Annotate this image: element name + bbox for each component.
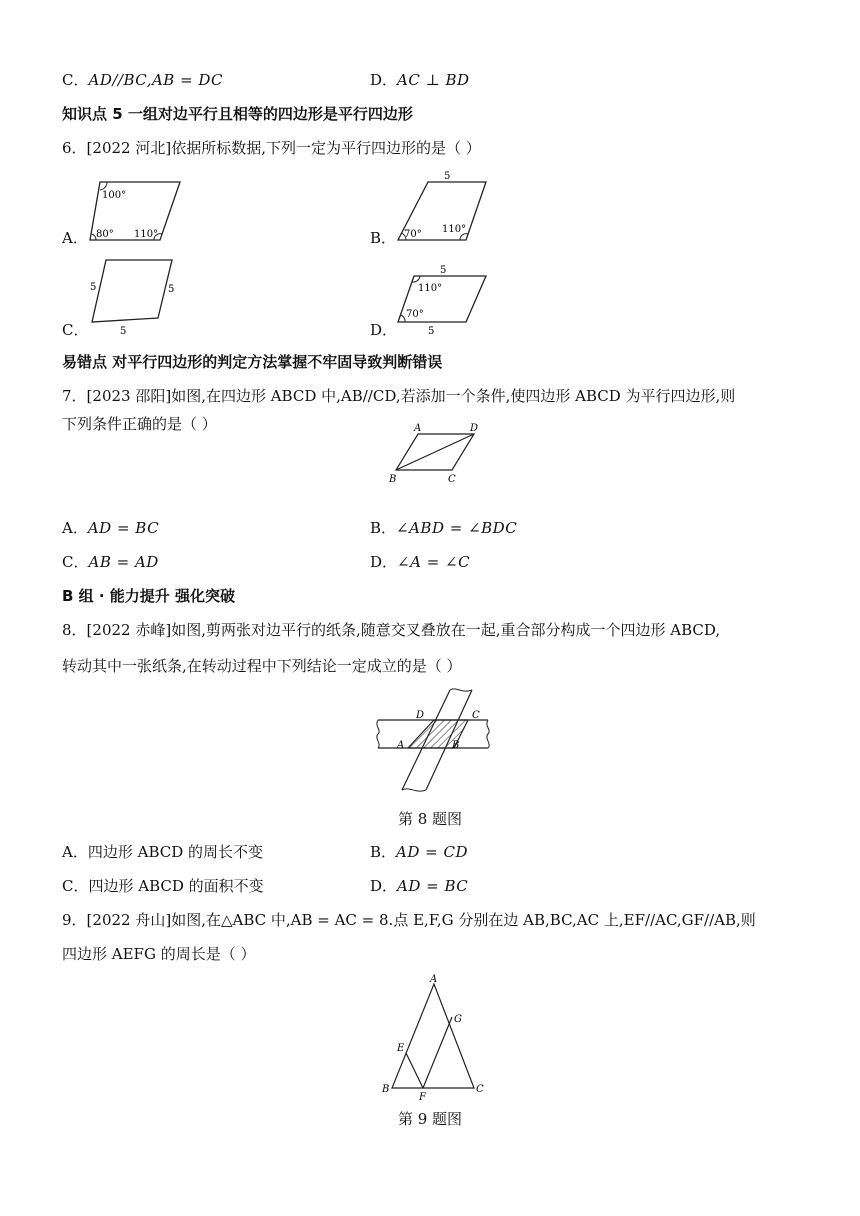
q8-option-c-text: 四边形 ABCD 的面积不变 (88, 877, 264, 895)
q9-label-c: C (476, 1084, 484, 1095)
q5-option-d-text: AC ⊥ BD (397, 71, 470, 89)
q6b-angle-bl: 70° (404, 229, 422, 240)
q7-label-d: D (470, 423, 479, 434)
q7-stem-line2: 下列条件正确的是（ ） (62, 415, 217, 433)
q6c-quadrilateral (92, 260, 175, 322)
q8-option-a-text: 四边形 ABCD 的周长不变 (87, 843, 264, 861)
q7-option-d-label: D． (370, 553, 398, 571)
q8-stem-line2: 转动其中一张纸条,在转动过程中下列结论一定成立的是（ ） (62, 657, 462, 675)
q8-option-a-label: A． (62, 843, 88, 861)
q7-option-b-label: B． (370, 519, 397, 537)
q9-caption: 第 9 题图 (397, 1110, 463, 1128)
q6c-side-left: 5 (90, 282, 97, 293)
q7-option-a-label: A． (62, 519, 88, 537)
q8-label-c: C (472, 710, 480, 721)
q6c-side-right: 5 (168, 284, 175, 295)
q8-label-b: B (452, 740, 460, 751)
q6-option-b-label: B． (370, 229, 397, 247)
q7-label-b: B (389, 474, 397, 485)
q9-label-a: A (430, 974, 438, 985)
q7-label-a: A (414, 423, 422, 434)
q6-figure-b (394, 170, 494, 244)
q6-option-c-label: C． (62, 321, 89, 339)
q8-option-b-label: B． (370, 843, 397, 861)
q7-option-d-text: ∠A = ∠C (397, 553, 471, 571)
q7-label-c: C (448, 474, 456, 485)
group-b-heading: B 组 · 能力提升 强化突破 (62, 587, 236, 605)
q7-stem-line1: 7．[2023 邵阳]如图,在四边形 ABCD 中,AB//CD,若添加一个条件,使四边形 ABCD 为平行四边形,则 (62, 387, 736, 405)
q8-strip1-left-tear (377, 720, 379, 748)
q6-stem: 6．[2022 河北]依据所标数据,下列一定为平行四边形的是（ ） (62, 139, 481, 157)
q6a-angle-br: 110° (134, 229, 159, 240)
q8-option-d-text: AD = BC (397, 877, 469, 895)
q8-strip2-top-tear (450, 689, 472, 691)
q9-segment-ef (406, 1053, 423, 1088)
q9-label-g: G (454, 1014, 462, 1025)
q8-strip2-bottom-tear (402, 789, 426, 791)
q6d-angle-tl: 110° (418, 283, 443, 294)
q5-option-c-text: AD//BC,AB = DC (88, 71, 223, 89)
q7-figure (388, 420, 488, 510)
q9-triangle-abc (392, 984, 474, 1088)
q7-option-b-text: ∠ABD = ∠BDC (396, 519, 518, 537)
q6b-angle-br: 110° (442, 224, 467, 235)
q5-option-d-label: D． (370, 71, 398, 89)
q8-option-c-label: C． (62, 877, 89, 895)
q8-option-b-text: AD = CD (396, 843, 468, 861)
q9-stem-line1: 9．[2022 舟山]如图,在△ABC 中,AB = AC = 8.点 E,F,G 分别在边 AB,BC,AC 上,EF//AC,GF//AB,则 (62, 911, 756, 929)
q6d-side-bottom: 5 (428, 326, 435, 337)
q8-stem-line1: 8．[2022 赤峰]如图,剪两张对边平行的纸条,随意交叉叠放在一起,重合部分构成一个四边形 ABCD, (62, 621, 721, 639)
q8-label-d: D (416, 710, 425, 721)
q9-stem-line2: 四边形 AEFG 的周长是（ ） (62, 945, 256, 963)
q9-segment-fg (423, 1017, 452, 1088)
q6b-side-top: 5 (444, 171, 451, 182)
section5-heading: 知识点 5 一组对边平行且相等的四边形是平行四边形 (62, 105, 413, 123)
q6-figure-a (86, 178, 186, 244)
q8-strip1-right-tear (487, 720, 489, 748)
mistake-heading: 易错点 对平行四边形的判定方法掌握不牢固导致判断错误 (62, 353, 443, 371)
q8-label-a: A (397, 740, 405, 751)
q9-label-e: E (397, 1043, 405, 1054)
q6-figure-d (394, 264, 494, 338)
q5-option-c-label: C． (62, 71, 89, 89)
q6-figure-c (86, 256, 186, 338)
q6d-angle-bl: 70° (406, 309, 424, 320)
q9-label-b: B (382, 1084, 390, 1095)
q7-option-a-text: AD = BC (87, 519, 160, 537)
q8-caption: 第 8 题图 (397, 810, 463, 828)
q6d-arc-bl (401, 315, 405, 322)
q6d-side-top: 5 (440, 265, 447, 276)
q9-label-f: F (419, 1092, 426, 1103)
q6-option-d-label: D． (370, 321, 398, 339)
q8-figure (372, 686, 496, 796)
q6a-arc-top (100, 182, 107, 190)
q7-option-c-text: AB = AD (88, 553, 159, 571)
q6-option-a-label: A． (62, 229, 88, 247)
q6c-side-bottom: 5 (120, 326, 127, 337)
q6a-angle-top: 100° (102, 190, 127, 201)
q6a-angle-bl: 80° (96, 229, 114, 240)
q8-option-d-label: D． (370, 877, 398, 895)
q9-figure (378, 972, 490, 1102)
q7-option-c-label: C． (62, 553, 89, 571)
